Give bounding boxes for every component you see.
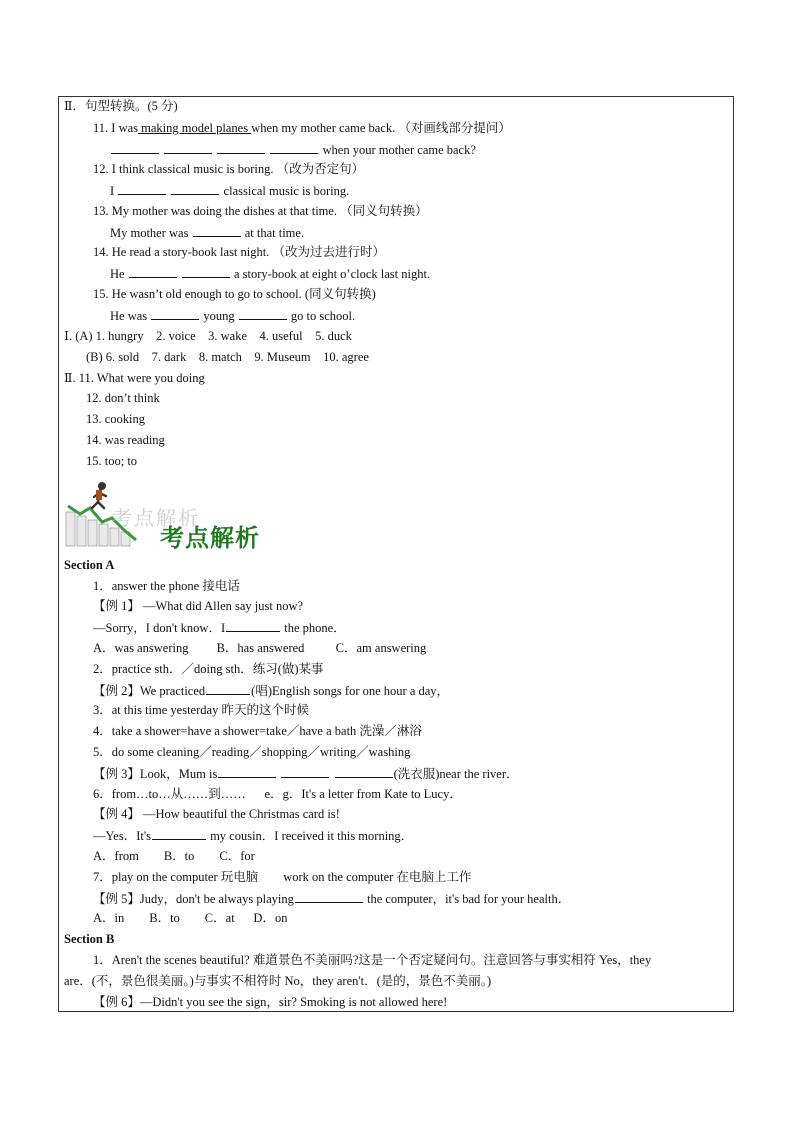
example-1: 【例 1】 —What did Allen say just now? xyxy=(93,599,304,613)
answer-key-5: 13. cooking xyxy=(86,412,146,426)
answer-key-4: 12. don’t think xyxy=(86,391,160,405)
example-4-reply: —Yes．It's my cousin．I received it this morning． xyxy=(93,829,414,843)
section-b-line-2: are．(不，景色很美丽。)与事实不相符时 No，they aren't．(是的，景色不美丽。) xyxy=(64,974,492,988)
section-a-line-7: 7．play on the computer 玩电脑 work on the computer 在电脑上工作 xyxy=(93,870,472,884)
section-b-line-1: 1．Aren't the scenes beautiful? 难道景色不美丽吗?这是一个否定疑问句。注意回答与事实相符 Yes，they xyxy=(93,953,652,967)
banner-ghost-text: 考点解析 xyxy=(112,506,200,530)
section-a-line-6: 6．from…to…从……到…… e．g．It's a letter from Kate to Lucy． xyxy=(93,787,462,801)
example-2: 【例 2】We practiced (唱)English songs for one hour a day， xyxy=(93,684,450,698)
example-1-options: A．was answering B．has answered C．am answering xyxy=(93,641,427,655)
answer-line-11: when your mother came back? xyxy=(110,142,476,158)
answer-key-3: Ⅱ. 11. What were you doing xyxy=(64,371,205,385)
runner-icon xyxy=(92,482,106,508)
example-5-options: A．in B．to C．at D．on xyxy=(93,911,288,925)
part2-header: Ⅱ．句型转换。(5 分) xyxy=(64,99,178,113)
section-a-line-4: 4．take a shower=have a shower=take／have a bath 洗澡／淋浴 xyxy=(93,724,422,738)
banner-title: 考点解析 xyxy=(160,524,260,552)
answer-key-2: (B) 6. sold 7. dark 8. match 9. Museum 10. agree xyxy=(86,350,369,364)
section-a-heading: Section A xyxy=(64,558,115,572)
section-a-line-1: 1．answer the phone 接电话 xyxy=(93,579,240,593)
section-b-heading: Section B xyxy=(64,932,115,946)
answer-line-15: He was young go to school. xyxy=(110,309,356,323)
answer-key-7: 15. too; to xyxy=(86,454,138,468)
answer-line-13: My mother was at that time. xyxy=(110,226,305,240)
example-3: 【例 3】Look，Mum is (洗衣服)near the river． xyxy=(93,767,519,781)
example-1-reply: —Sorry，I don't know．I the phone． xyxy=(93,621,346,635)
question-12: 12. I think classical music is boring. （改为否定句） xyxy=(93,162,365,176)
question-15: 15. He wasn’t old enough to go to school. (同义句转换) xyxy=(93,287,376,301)
answer-key-1: Ⅰ. (A) 1. hungry 2. voice 3. wake 4. useful 5. duck xyxy=(64,329,352,343)
section-a-line-2: 2．practice sth．／doing sth．练习(做)某事 xyxy=(93,662,324,676)
question-13: 13. My mother was doing the dishes at that time. （同义句转换） xyxy=(93,204,428,218)
answer-line-14: He a story-book at eight o’clock last night. xyxy=(110,267,431,281)
question-14: 14. He read a story-book last night. （改为过去进行时） xyxy=(93,245,385,259)
example-5: 【例 5】Judy，don't be always playing the computer，it's bad for your health． xyxy=(93,892,571,906)
example-4: 【例 4】 —How beautiful the Christmas card is! xyxy=(93,807,340,821)
question-11: 11. I was making model planes when my mother came back. （对画线部分提问） xyxy=(93,121,511,135)
example-6: 【例 6】—Didn't you see the sign，sir? Smoking is not allowed here! xyxy=(93,995,448,1009)
section-a-line-3: 3．at this time yesterday 昨天的这个时候 xyxy=(93,703,309,717)
answer-key-6: 14. was reading xyxy=(86,433,165,447)
answer-line-12: I classical music is boring. xyxy=(110,184,350,198)
example-4-options: A．from B．to C．for xyxy=(93,849,255,863)
underlined-phrase: making model planes xyxy=(138,121,252,135)
section-a-line-5: 5．do some cleaning／reading／shopping／writing／washing xyxy=(93,745,411,759)
